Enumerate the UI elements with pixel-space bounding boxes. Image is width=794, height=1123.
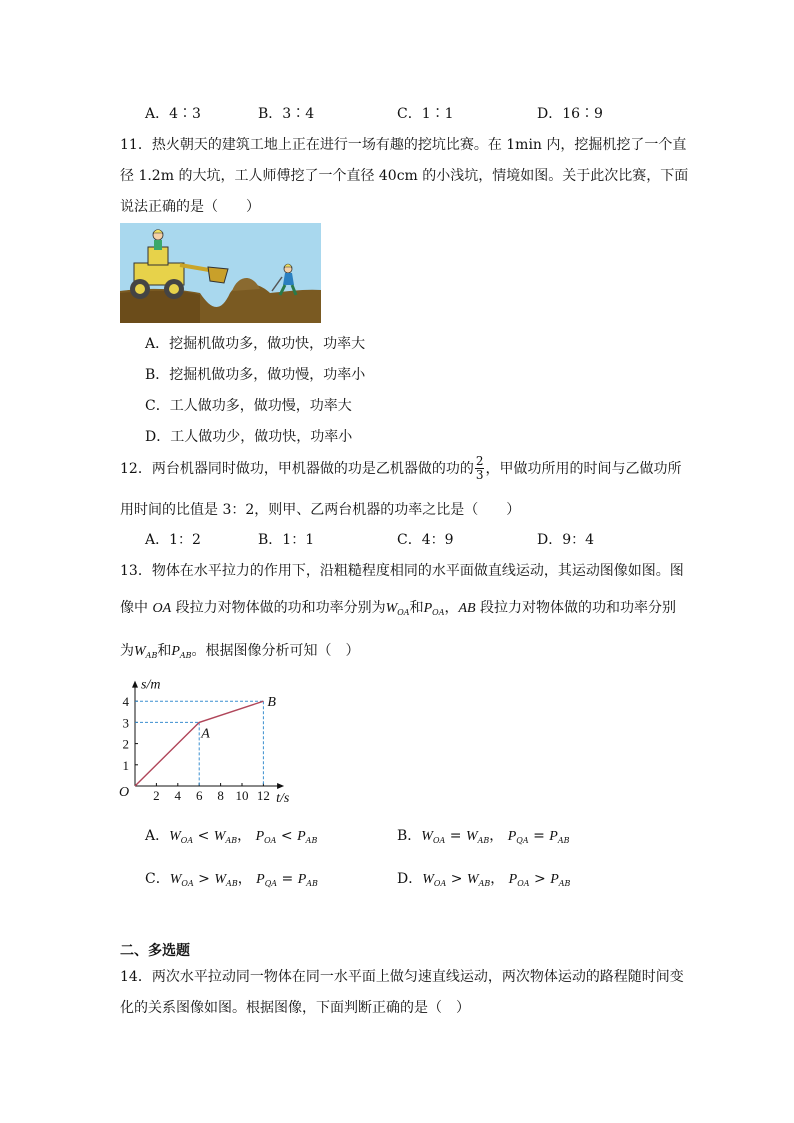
q13-option-d [397, 868, 570, 888]
option-label: A． [145, 532, 170, 548]
q13-line-1: 13．物体在水平拉力的作用下，沿粗糙程度相同的水平面做直线运动，其运动图像如图。图 [120, 563, 684, 579]
symbol-p: P [255, 829, 265, 844]
symbol-w: W [169, 872, 182, 887]
q11-option-b [145, 364, 365, 384]
q12-line-1-text: 12．两台机器同时做功，甲机器做的功是乙机器做的功的 [120, 461, 474, 477]
symbol-w: W [466, 872, 479, 887]
option-label: B． [258, 532, 283, 548]
text-run: 段拉力对物体做的功和功率分别 [475, 600, 677, 616]
option-label: D． [537, 532, 563, 548]
symbol-w: W [465, 829, 478, 844]
section-heading: 二、多选题 [120, 943, 190, 959]
q14-line-2: 化的关系图像如图。根据图像，下面判断正确的是（ ） [120, 1000, 470, 1016]
q13-line-3 [120, 640, 360, 660]
point-label-b: B [267, 695, 276, 711]
symbol-w: W [422, 872, 434, 887]
q10-option-b [258, 103, 314, 123]
text-run: ， [237, 871, 257, 887]
symbol-w: W [134, 644, 146, 659]
option-text: 16∶9 [562, 106, 603, 122]
q12-option-d [537, 529, 594, 549]
relation: = [445, 828, 466, 844]
text-run: 和 [409, 600, 424, 616]
q10-option-d [537, 103, 603, 123]
origin-label: O [119, 785, 130, 800]
q12-option-b [258, 529, 314, 549]
option-text: 工人做功少，做功快，功率小 [170, 429, 353, 445]
fraction [475, 455, 485, 482]
relation: < [276, 828, 298, 844]
subscript: OA [432, 608, 445, 617]
option-label: B． [258, 106, 283, 122]
text-run: 为 [120, 643, 134, 659]
subscript: OA [264, 836, 277, 845]
q11-option-a [145, 333, 365, 353]
subscript: AB [179, 651, 192, 660]
subscript: OA [432, 836, 446, 845]
x-axis-label: t/s [276, 791, 290, 806]
subscript: OA [517, 879, 530, 888]
subscript: OA [180, 836, 194, 845]
subscript: AB [145, 651, 158, 660]
text-run: 像中 [120, 600, 153, 616]
q12-line-2: 用时间的比值是 3：2，则甲、乙两台机器的功率之比是（ ） [120, 502, 521, 518]
symbol-p: P [550, 872, 559, 887]
symbol-p: P [297, 872, 307, 887]
excavator-scene-image [120, 223, 321, 323]
x-tick-label: 8 [217, 788, 224, 803]
option-text: 1：1 [282, 532, 315, 548]
option-label: D． [537, 106, 563, 122]
symbol-p: P [256, 872, 265, 887]
text-run: 。根据图像分析可知（ ） [191, 643, 360, 659]
option-text: 挖掘机做功多，做功慢，功率小 [169, 367, 366, 383]
text-run: 和 [157, 643, 172, 659]
q14-line-1: 14．两次水平拉动同一物体在同一水平面上做匀速直线运动，两次物体运动的路程随时间变 [120, 969, 684, 985]
fraction-denominator: 3 [475, 467, 484, 482]
q12-option-c [397, 529, 454, 549]
option-label: D． [145, 429, 171, 445]
x-tick-label: 2 [153, 788, 160, 803]
symbol-w: W [213, 829, 226, 844]
option-label: D． [397, 871, 423, 887]
option-label: A． [145, 336, 170, 352]
q10-option-c [397, 103, 454, 123]
q13-option-c [145, 868, 318, 888]
text-run: ， [237, 828, 256, 844]
option-text: 1∶1 [421, 106, 454, 122]
q11-line-1: 11．热火朝天的建筑工地上正在进行一场有趣的挖坑比赛。在 1min 内，挖掘机挖了一个直 [120, 137, 687, 153]
option-label: B． [397, 828, 422, 844]
text-run: ， [489, 828, 508, 844]
subscript: AB [477, 836, 490, 845]
s-t-graph-svg [115, 672, 305, 812]
fraction-numerator: 2 [475, 453, 484, 468]
symbol-p: P [171, 644, 180, 659]
q13-line-2 [120, 597, 676, 617]
q11-option-d [145, 426, 352, 446]
subscript: AB [558, 879, 571, 888]
subscript: AB [557, 836, 570, 845]
q11-line-3: 说法正确的是（ ） [120, 199, 260, 215]
option-text: 1：2 [169, 532, 201, 548]
q13-option-b [397, 825, 570, 845]
option-label: C． [145, 398, 170, 414]
subscript: AB [305, 836, 318, 845]
y-tick-label: 4 [122, 694, 129, 710]
segment-ab: AB [458, 601, 476, 616]
option-text: 工人做功多，做功慢，功率大 [169, 398, 352, 414]
q11-option-c [145, 395, 352, 415]
option-text: 4：9 [421, 532, 454, 548]
y-tick-label: 1 [122, 757, 129, 773]
y-axis-label: s/m [141, 677, 161, 693]
point-label-a: A [201, 726, 210, 742]
option-label: B． [145, 367, 170, 383]
option-label: C． [397, 106, 422, 122]
subscript: QA [264, 879, 278, 888]
text-run: ， [490, 871, 509, 887]
x-axis-arrow [277, 783, 284, 789]
q10-option-a [145, 103, 201, 123]
text-run: ， [444, 600, 459, 616]
option-text: 挖掘机做功多，做功快，功率大 [169, 336, 366, 352]
q12-line-1 [120, 454, 681, 482]
relation: = [277, 871, 298, 887]
symbol-p: P [423, 601, 433, 616]
symbol-p: P [507, 829, 517, 844]
subscript: QA [516, 836, 529, 845]
symbol-w: W [385, 601, 398, 616]
y-axis-arrow [132, 681, 138, 688]
y-tick-label: 2 [122, 736, 129, 752]
symbol-p: P [508, 872, 518, 887]
option-label: A． [145, 106, 170, 122]
subscript: AB [225, 836, 238, 845]
option-label: A． [145, 828, 170, 844]
x-tick-label: 4 [174, 788, 182, 803]
option-text: 9：4 [562, 532, 595, 548]
relation: > [446, 871, 467, 887]
symbol-p: P [297, 829, 306, 844]
subscript: AB [226, 879, 238, 888]
segment-oa: OA [152, 601, 172, 616]
subscript: OA [433, 879, 447, 888]
q12-line-1-tail: ，甲做功所用的时间与乙做功所 [485, 461, 682, 477]
q11-line-2: 径 1.2m 的大坑，工人师傅挖了一个直径 40cm 的小浅坑，情境如图。关于此次比赛，下面 [120, 168, 689, 184]
x-tick-label: 10 [235, 788, 249, 803]
symbol-w: W [214, 872, 227, 887]
relation: = [528, 828, 550, 844]
subscript: OA [397, 608, 410, 617]
x-tick-label: 6 [195, 788, 203, 803]
subscript: OA [181, 879, 194, 888]
relation: < [193, 828, 214, 844]
symbol-p: P [549, 829, 558, 844]
relation: > [193, 871, 215, 887]
option-label: C． [397, 532, 422, 548]
x-tick-label: 12 [256, 788, 270, 803]
symbol-w: W [169, 829, 181, 844]
q13-option-a [145, 825, 317, 845]
text-run: 段拉力对物体做的功和功率分别为 [171, 600, 386, 616]
relation: > [529, 871, 551, 887]
subscript: AB [306, 879, 318, 888]
symbol-w: W [421, 829, 433, 844]
option-text: 4∶3 [169, 106, 201, 122]
subscript: AB [478, 879, 491, 888]
q12-option-a [145, 529, 201, 549]
option-text: 3∶4 [282, 106, 315, 122]
y-tick-label: 3 [122, 715, 129, 731]
excavator-illustration [120, 223, 321, 323]
option-label: C． [145, 871, 170, 887]
s-t-graph [115, 672, 305, 812]
